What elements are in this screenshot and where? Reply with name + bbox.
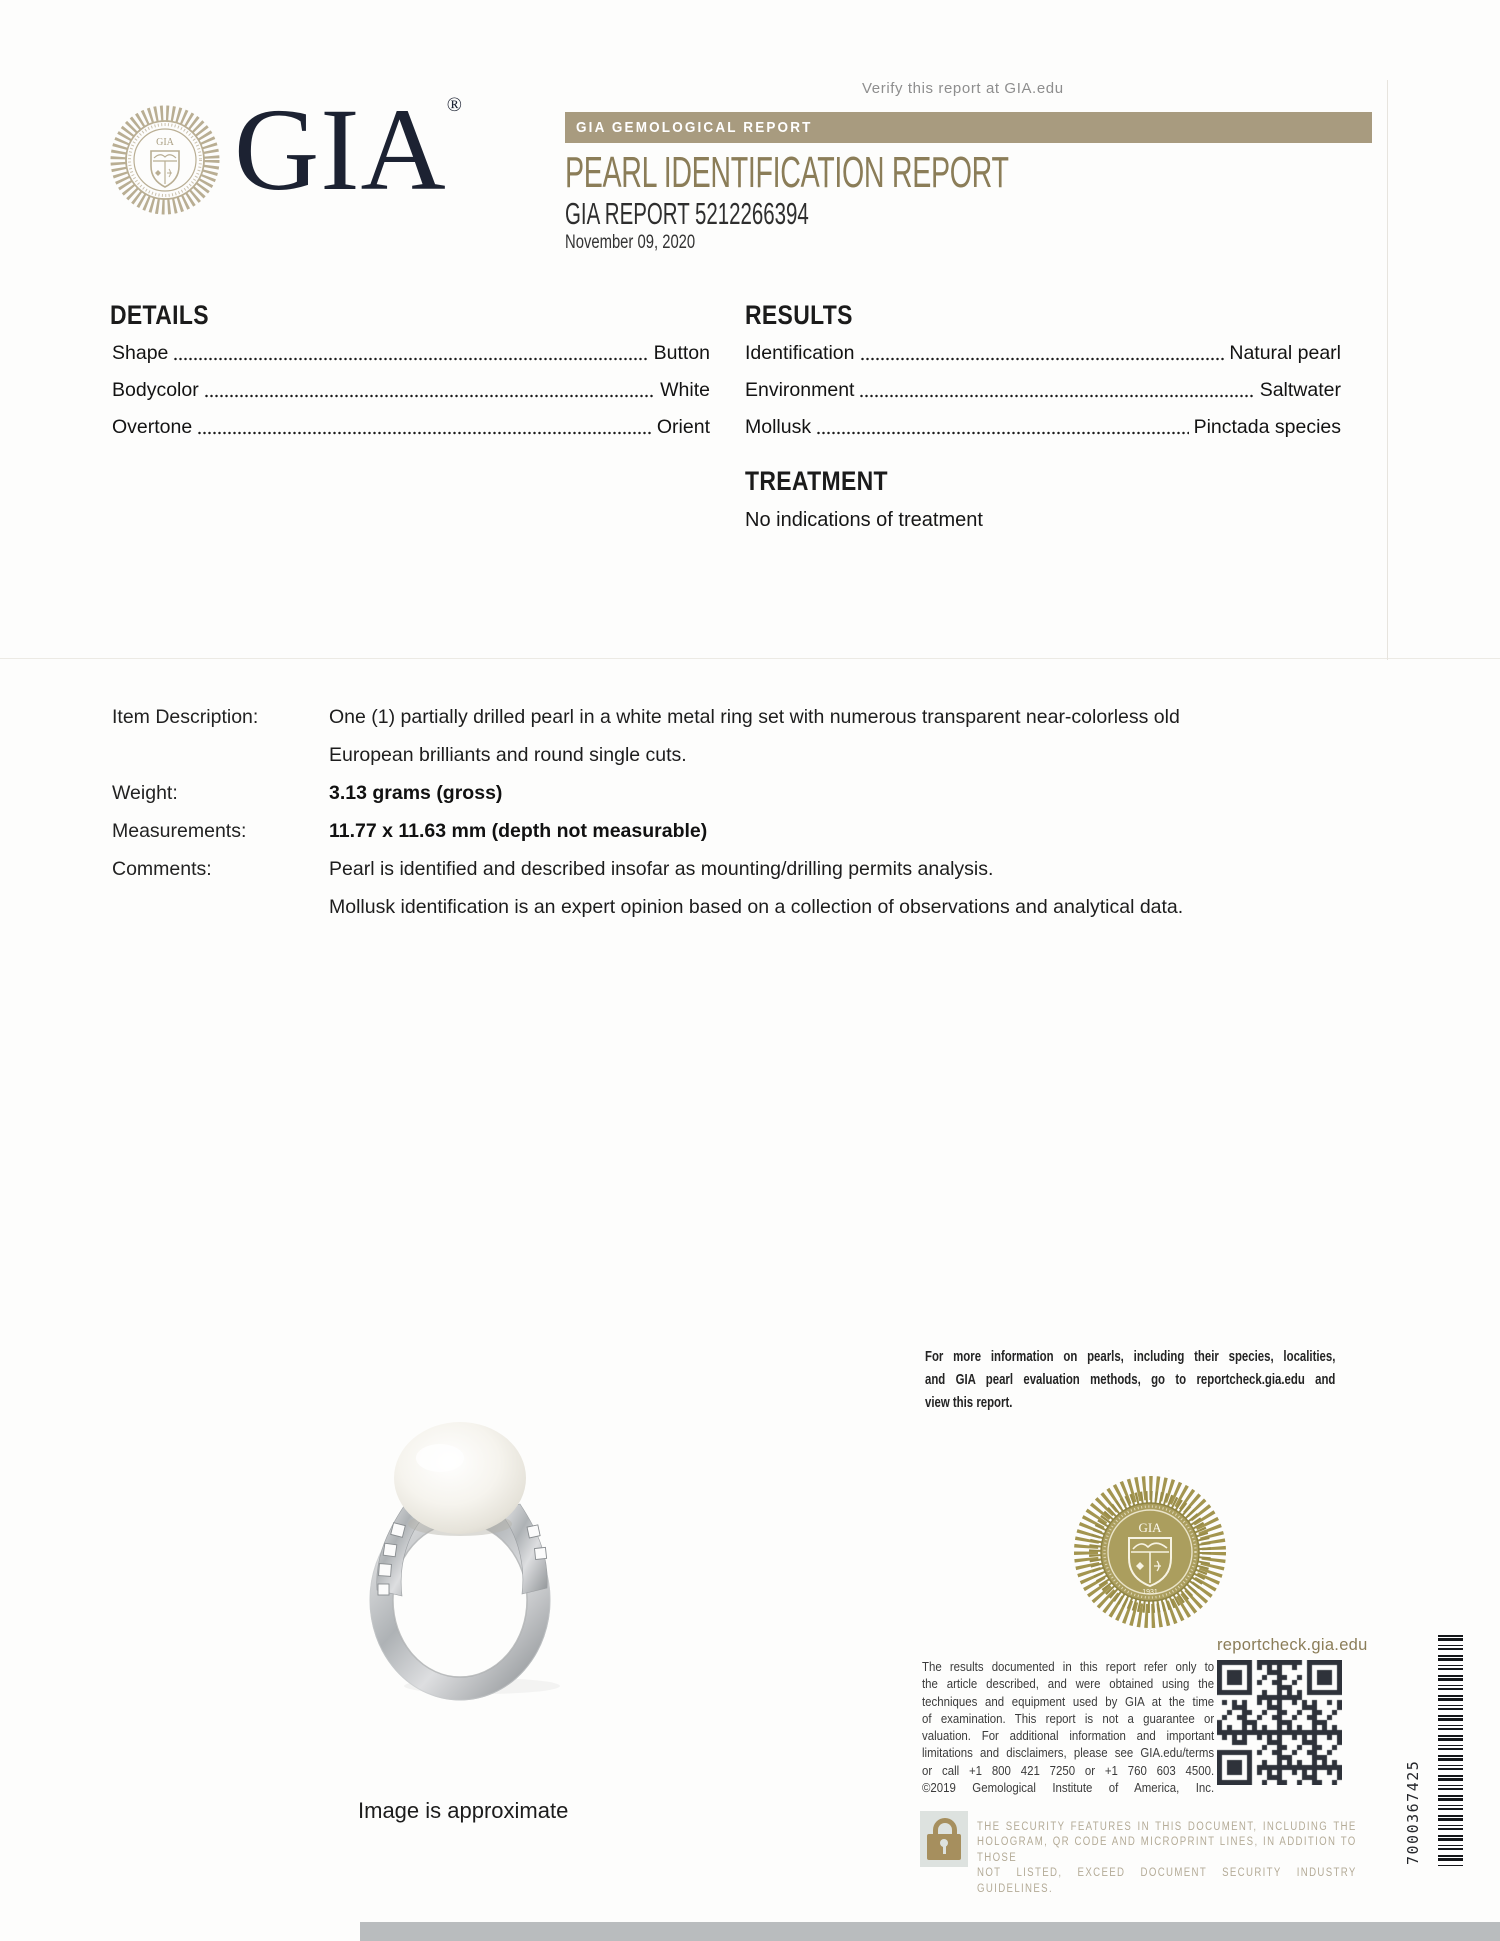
report-date-wrap <box>565 232 732 254</box>
report-title-wrap <box>565 148 1247 198</box>
leader-dots <box>204 393 655 399</box>
disclaimer-line: the article described, and were obtained using the <box>922 1676 1215 1692</box>
gold-seal-gia-text: GIA <box>1138 1520 1162 1535</box>
results-heading: RESULTS <box>745 300 853 330</box>
gia-logotype <box>234 84 462 215</box>
pearl <box>394 1422 526 1534</box>
gia-gold-seal-icon <box>1058 1460 1242 1644</box>
report-number: GIA REPORT 5212266394 <box>565 196 809 231</box>
disclaimer-line: techniques and equipment used by GIA at the time <box>922 1693 1215 1709</box>
details-row-shape <box>112 342 710 365</box>
detail-label: Overtone <box>112 416 193 438</box>
results-row-environment <box>745 379 1341 402</box>
pearl-info-note <box>925 1345 1465 1414</box>
leader-dots <box>197 430 652 436</box>
detail-value: White <box>660 379 710 401</box>
security-line: NOT LISTED, EXCEED DOCUMENT SECURITY INDUSTRY GUIDELINES. <box>977 1867 1357 1895</box>
registered-mark: ® <box>446 94 462 116</box>
verify-report-text: Verify this report at GIA.edu <box>862 80 1064 97</box>
gia-logotype-text: GIA <box>234 84 447 215</box>
leader-dots <box>816 430 1188 436</box>
item-description-label: Item Description: <box>112 706 259 728</box>
result-label: Mollusk <box>745 416 812 438</box>
disclaimer-line: valuation. For additional information and important <box>922 1728 1215 1744</box>
disclaimer-line: or call +1 800 421 7250 or +1 760 603 4500. <box>922 1762 1215 1778</box>
leader-dots <box>859 393 1254 399</box>
lock-icon-body <box>927 1834 961 1860</box>
scan-fold-line <box>0 658 1500 659</box>
weight-label: Weight: <box>112 782 178 804</box>
weight-value: 3.13 grams (gross) <box>329 782 503 804</box>
barcode-number: 7000367425 <box>1404 1759 1422 1865</box>
leader-dots <box>173 356 648 362</box>
info-line: and GIA pearl evaluation methods, go to reportcheck.gia.edu and <box>925 1371 1336 1388</box>
detail-label: Shape <box>112 342 169 364</box>
details-row-overtone <box>112 416 710 439</box>
disclaimer-line: limitations and disclaimers, please see GIA.edu/terms <box>922 1745 1215 1761</box>
gia-seal-logo-icon <box>104 99 226 221</box>
item-description-line2: European brilliants and round single cuts. <box>329 744 687 766</box>
security-line: HOLOGRAM, QR CODE AND MICROPRINT LINES, IN ADDITION TO THOSE <box>977 1836 1357 1864</box>
report-date: November 09, 2020 <box>565 232 696 253</box>
banner-label: GIA GEMOLOGICAL REPORT <box>576 119 813 136</box>
detail-value: Orient <box>656 416 710 438</box>
security-line: THE SECURITY FEATURES IN THIS DOCUMENT, INCLUDING THE <box>977 1821 1357 1833</box>
scan-artifact-line <box>1387 80 1388 660</box>
security-note <box>977 1820 1429 1897</box>
gold-seal-year: 1931 <box>1142 1589 1158 1596</box>
report-banner <box>565 112 1372 143</box>
disclaimer-text <box>922 1658 1254 1796</box>
scanner-edge-strip <box>360 1922 1500 1941</box>
details-row-bodycolor <box>112 379 710 402</box>
report-title: PEARL IDENTIFICATION REPORT <box>565 148 1009 197</box>
seal-gia-text: GIA <box>156 137 174 148</box>
result-label: Environment <box>745 379 855 401</box>
measurements-value: 11.77 x 11.63 mm (depth not measurable) <box>329 820 708 842</box>
report-number-wrap <box>565 196 934 232</box>
treatment-heading: TREATMENT <box>745 466 888 496</box>
treatment-body: No indications of treatment <box>745 509 983 531</box>
results-row-identification <box>745 342 1341 365</box>
leader-dots <box>860 356 1225 362</box>
comments-label: Comments: <box>112 858 212 880</box>
details-heading: DETAILS <box>110 300 209 330</box>
result-value: Natural pearl <box>1229 342 1341 364</box>
info-line: view this report. <box>925 1394 1013 1411</box>
disclaimer-line: ©2019 Gemological Institute of America, Inc. <box>922 1780 1215 1796</box>
info-line: For more information on pearls, including their species, localities, <box>925 1348 1336 1365</box>
results-heading-wrap <box>745 300 872 331</box>
security-lock-badge <box>920 1811 968 1867</box>
treatment-heading-wrap <box>745 466 913 497</box>
result-value: Saltwater <box>1259 379 1341 401</box>
detail-label: Bodycolor <box>112 379 199 401</box>
disclaimer-line: The results documented in this report refer only to <box>922 1659 1215 1674</box>
barcode <box>1438 1635 1463 1866</box>
result-label: Identification <box>745 342 855 364</box>
comments-line2: Mollusk identification is an expert opinion based on a collection of observations and analytical data. <box>329 896 1184 918</box>
measurements-label: Measurements: <box>112 820 247 842</box>
reportcheck-url: reportcheck.gia.edu <box>1217 1636 1368 1654</box>
pearl-ring-photo <box>330 1398 640 1708</box>
photo-caption: Image is approximate <box>358 1798 569 1823</box>
results-row-mollusk <box>745 416 1341 439</box>
detail-value: Button <box>653 342 710 364</box>
item-description-line1: One (1) partially drilled pearl in a white metal ring set with numerous transparent near-colorless old <box>329 706 1180 728</box>
disclaimer-line: of examination. This report is not a guarantee or <box>922 1710 1215 1726</box>
comments-line1: Pearl is identified and described insofar as mounting/drilling permits analysis. <box>329 858 994 880</box>
details-heading-wrap <box>110 300 226 331</box>
result-value: Pinctada species <box>1193 416 1341 438</box>
